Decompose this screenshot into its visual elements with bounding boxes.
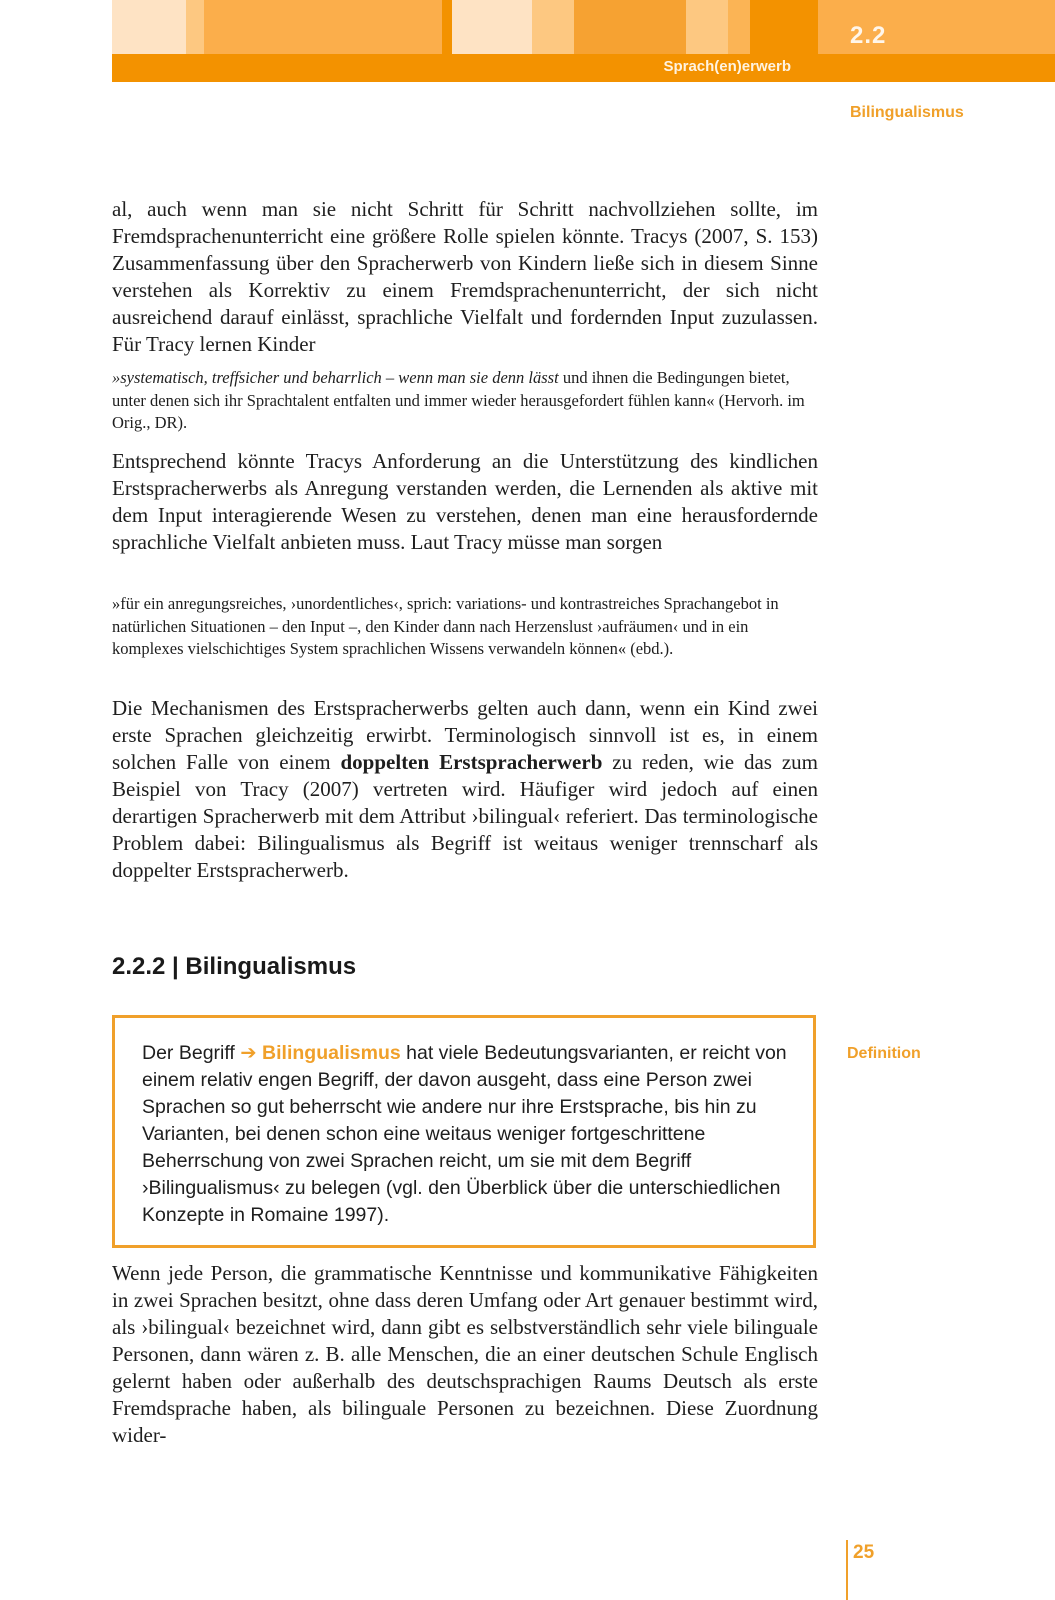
paragraph-text: Die Mechanismen des Erstspracherwerbs gelten auch dann, wenn ein Kind zwei erste Sprachen gleichzeitig erwirbt. Terminologisch sinnvoll ist es, in einem solchen Falle von einem: [112, 696, 818, 774]
header-block: [442, 0, 452, 54]
header-bar: [112, 54, 1055, 82]
chapter-title: Sprach(en)erwerb: [663, 58, 791, 75]
header-block: [532, 0, 574, 54]
header-block: [686, 0, 728, 54]
header-block: [452, 0, 532, 54]
definition-term-link[interactable]: Bilingualismus: [262, 1042, 401, 1064]
quote-emphasis: »systematisch, treffsicher und beharrlich – wenn man sie denn lässt: [112, 368, 559, 387]
body-paragraph: Entsprechend könnte Tracys Anforderung an die Unterstützung des kindlichen Erstspracherwerbs als Anregung verstanden werden, die Lernenden als aktive mit dem Input interagierende Wesen zu verstehen, denen man eine herausfordernde sprachliche Vielfalt anbieten muss. Laut Tracy müsse man sorgen: [112, 449, 818, 554]
quote-text: und ihnen die Bedingungen bietet, unter denen sich ihr Sprachtalent entfalten und immer wieder herausgefordert fühlen kann« (Hervorh. im Orig., DR).: [112, 368, 805, 432]
paragraph-text: zu reden, wie das zum Beispiel von Tracy (2007) vertreten wird. Häufiger wird jedoch auf einen derartigen Spracherwerb mit dem Attribut ›bilingual‹ referiert. Das terminologische Problem dabei: Bilingualismus als Begriff ist weitaus weniger trennscharf als doppelter Erstspracherwerb.: [112, 750, 818, 882]
bold-term: doppelten Erstspracherwerb: [340, 750, 603, 774]
page-number: 25: [853, 1542, 875, 1563]
body-paragraph: [112, 695, 818, 884]
definition-text: [142, 1040, 802, 1229]
header-block: [750, 0, 818, 54]
header-block: [112, 0, 186, 54]
definition-label: Definition: [847, 1045, 921, 1062]
running-margin-title: Bilingualismus: [850, 104, 964, 121]
block-quote: »für ein anregungsreiches, ›unordentliches‹, sprich: variations- und kontrastreiches Sprachangebot in natürlichen Situationen – den Input –, den Kinder dann nach Herzenslust ›aufräumen‹ und in ein komplexes vielschichtiges System sprachlichen Wissens verwandeln können« (ebd.).: [112, 594, 779, 658]
header-block: [574, 0, 686, 54]
page-number-rule: [846, 1540, 848, 1600]
section-number: 2.2: [850, 22, 887, 49]
header-block: [186, 0, 204, 54]
header-block: [204, 0, 442, 54]
body-paragraph: Wenn jede Person, die grammatische Kenntnisse und kommunikative Fähigkeiten in zwei Sprachen besitzt, ohne dass deren Umfang oder Art genauer bestimmt wird, als ›bilingual‹ bezeichnet wird, dann gibt es selbstverständlich sehr viele bilinguale Personen, dann wären z. B. alle Menschen, die an einer deutschen Schule Englisch gelernt haben oder außerhalb des deutschsprachigen Raums Deutsch als erste Fremdsprache haben, als bilinguale Personen zu bezeichnen. Diese Zuordnung wider-: [112, 1261, 818, 1447]
block-quote: [112, 367, 818, 435]
section-heading: 2.2.2 | Bilingualismus: [112, 953, 357, 980]
header-block: [728, 0, 750, 54]
definition-text-part: hat viele Bedeutungsvarianten, er reicht von einem relativ engen Begriff, der davon ausgeht, dass eine Person zwei Sprachen so gut beherrscht wie andere nur ihre Erstsprache, bis hin zu Varianten, bei denen schon eine weitaus weniger fortgeschrittene Beherrschung von zwei Sprachen reicht, um sie mit dem Begriff ›Bilingualismus‹ zu belegen (vgl. den Überblick über die unterschiedlichen Konzepte in Romaine 1997).: [142, 1042, 787, 1226]
arrow-right-icon: ➔: [240, 1042, 257, 1064]
body-paragraph: al, auch wenn man sie nicht Schritt für Schritt nachvollziehen sollte, im Fremdsprachenunterricht eine größere Rolle spielen könnte. Tracys (2007, S. 153) Zusammenfassung über den Spracherwerb von Kindern ließe sich in diesem Sinne verstehen als Korrektiv zu einem Fremdsprachenunterricht, der sich nicht ausreichend darauf einlässt, sprachliche Vielfalt und fordernden Input zuzulassen. Für Tracy lernen Kinder: [112, 197, 818, 356]
definition-text-part: Der Begriff: [142, 1042, 241, 1064]
